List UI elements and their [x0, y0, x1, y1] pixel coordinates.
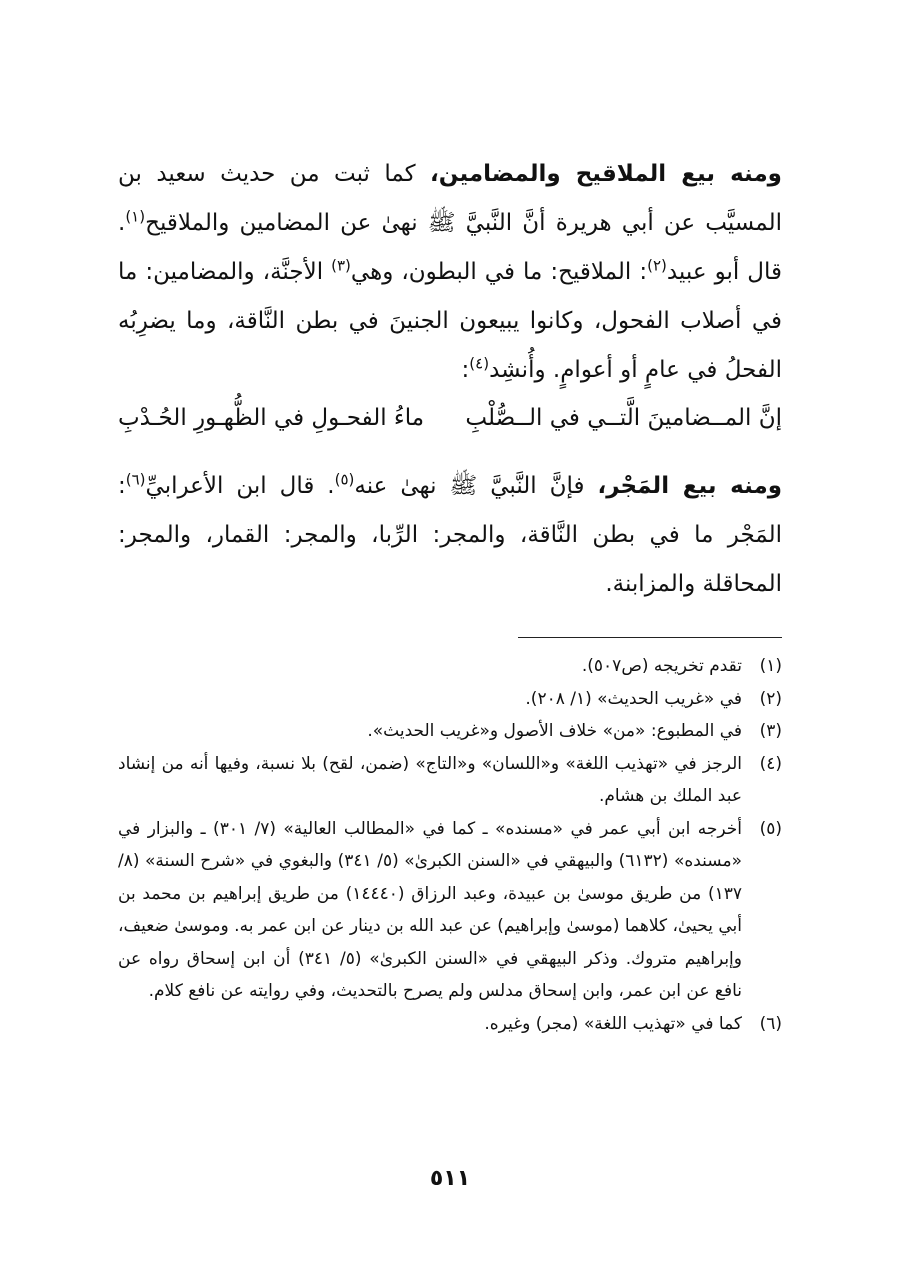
paragraph-text: . قال أبو عبيد: [118, 210, 782, 285]
footnote-ref-6[interactable]: (٦): [125, 470, 146, 489]
paragraph-text: . قال ابن الأعرابيِّ: [145, 473, 335, 499]
paragraph-lead-malaqih: ومنه بيع الملاقيح والمضامين،: [430, 161, 782, 187]
footnotes-list: [118, 650, 782, 1040]
footnote-text: كما في «تهذيب اللغة» (مجر) وغيره.: [484, 1013, 742, 1034]
footnote-5: [118, 813, 782, 1008]
paragraph-text: :: [461, 357, 470, 383]
footnote-3: [118, 715, 782, 748]
page-number: ٥١١: [429, 1166, 471, 1191]
footnote-text: تقدم تخريجه (ص٥٠٧).: [581, 656, 742, 676]
footnote-separator: [518, 637, 782, 638]
footnote-number: (٦): [759, 1013, 782, 1034]
footnote-number: (٤): [759, 753, 782, 774]
paragraph-majr: [118, 462, 782, 609]
footnote-text: الرجز في «تهذيب اللغة» و«اللسان» و«التاج» (ضمن، لقح) بلا نسبة، وفيها أنه من إنشاد عبد الملك بن هشام.: [118, 753, 742, 806]
footnote-ref-3[interactable]: (٣): [331, 256, 351, 275]
footnote-number: (٥): [759, 818, 782, 839]
footnote-ref-2[interactable]: (٢): [647, 256, 667, 275]
footnote-number: (٣): [759, 721, 782, 741]
paragraph-malaqih: [118, 150, 782, 395]
poetry-verse: [118, 398, 782, 438]
verse-first-hemistich: إنَّ المــضامينَ الَّتــي في الــصُّلْبِ: [465, 405, 782, 431]
footnote-1: [118, 650, 782, 683]
paragraph-text: الأجنَّة، والمضامين: ما في أصلاب الفحول، وكانوا يبيعون الجنينَ في بطن النَّاقة، وما يضرِبُه الفحلُ في عامٍ أو أعوامٍ. وأُنشِد: [118, 259, 782, 383]
paragraph-text: فإنَّ النَّبيَّ ﷺ نهىٰ عنه: [354, 473, 598, 499]
footnote-6: [118, 1008, 782, 1041]
footnote-ref-4[interactable]: (٤): [469, 354, 490, 373]
footnote-ref-1[interactable]: (١): [125, 207, 146, 226]
paragraph-text: : الملاقيح: ما في البطون، وهي: [350, 259, 648, 285]
footnote-text: في المطبوع: «من» خلاف الأصول و«غريب الحديث».: [367, 721, 742, 741]
footnote-number: (١): [759, 656, 782, 676]
footnote-2: [118, 683, 782, 716]
footnote-number: (٢): [759, 688, 782, 709]
footnote-text: في «غريب الحديث» (١/ ٢٠٨).: [525, 688, 742, 709]
verse-second-hemistich: ماءُ الفحـولِ في الظُّهـورِ الحُـدْبِ: [118, 405, 425, 431]
footnote-ref-5[interactable]: (٥): [334, 470, 355, 489]
paragraph-text: : المَجْر ما في بطن النَّاقة، والمجر: الرِّبا، والمجر: القمار، والمجر: المحاقلة والمزابنة.: [118, 473, 782, 597]
paragraph-text: كما ثبت من حديث سعيد بن المسيَّب عن أبي هريرة أنَّ النَّبيَّ ﷺ نهىٰ عن المضامين والملاقيح: [118, 161, 782, 236]
paragraph-lead-majr: ومنه بيع المَجْر،: [597, 473, 783, 499]
footnote-4: [118, 748, 782, 813]
footnote-text: أخرجه ابن أبي عمر في «مسنده» ـ كما في «المطالب العالية» (٧/ ٣٠١) ـ والبزار في «مسنده» (٦١٣٢) والبيهقي في «السنن الكبرىٰ» (٥/ ٣٤١) والبغوي في «شرح السنة» (٨/ ١٣٧) من طريق موسىٰ بن عبيدة، وعبد الرزاق (١٤٤٤٠) من طريق إبراهيم بن محمد بن أبي يحيىٰ، كلاهما (موسىٰ وإبراهيم) عن عبد الله بن دينار عن ابن عمر به. وموسىٰ ضعيف، وإبراهيم متروك. وذكر البيهقي في «السنن الكبرىٰ» (٥/ ٣٤١) أن ابن إسحاق رواه عن نافع عن ابن عمر، وابن إسحاق مدلس ولم يصرح بالتحديث، وفي روايته عن نافع كلام.: [118, 818, 742, 1001]
